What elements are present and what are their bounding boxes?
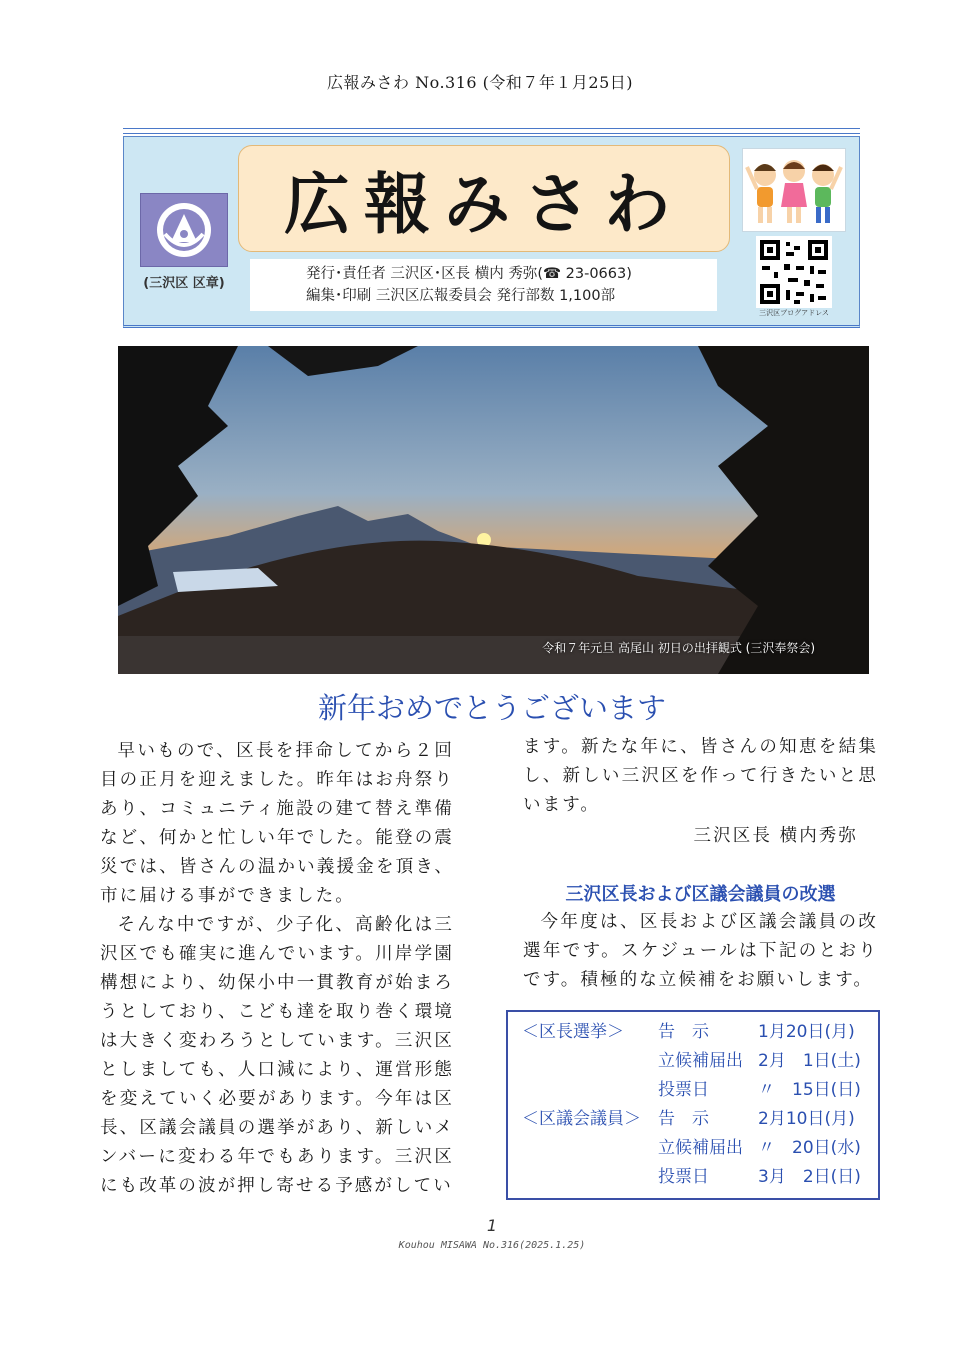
- schedule-item: 立候補届出: [658, 1051, 743, 1071]
- schedule-item: 立候補届出: [658, 1138, 743, 1158]
- publisher-line: 発行･責任者 三沢区･区長 横内 秀弥(☎ 23-0663): [306, 266, 632, 282]
- schedule-group: ＜区長選挙＞: [522, 1022, 624, 1042]
- sunrise-photo: [118, 346, 869, 674]
- election-text: 今年度は、区長および区議会議員の改選年です。スケジュールは下記のとおりです。積極的な立候補をお願いします。: [523, 912, 878, 990]
- schedule-row: [508, 1018, 878, 1046]
- schedule-item: 投票日: [658, 1080, 709, 1100]
- election-heading: 三沢区長および区議会議員の改選: [565, 884, 836, 905]
- schedule-date: 2月 1日(土): [758, 1051, 861, 1071]
- schedule-row: [508, 1134, 878, 1162]
- schedule-item: 投票日: [658, 1167, 709, 1187]
- qr-label: 三沢区ブログアドレス: [759, 309, 829, 317]
- schedule-date: 1月20日(月): [758, 1022, 855, 1042]
- election-schedule-box: [506, 1010, 880, 1200]
- district-emblem: [140, 193, 228, 267]
- schedule-row: [508, 1105, 878, 1133]
- article-right-column: [523, 733, 878, 851]
- schedule-item: 告 示: [658, 1022, 709, 1042]
- masthead-title-box: [238, 145, 730, 252]
- new-year-headline: 新年おめでとうございます: [317, 691, 666, 725]
- children-icon: [743, 149, 845, 231]
- election-text-block: [523, 908, 878, 995]
- issue-header-line: 広報みさわ No.316 (令和７年１月25日): [327, 73, 633, 92]
- schedule-group: ＜区議会議員＞: [522, 1109, 641, 1129]
- article-paragraph: 早いもので、区長を拝命してから２回目の正月を迎えました。昨年はお舟祭りあり、コミュニティ施設の建て替え準備など、何かと忙しい年でした。能登の震災では、皆さんの温かい義援金を頂き、市に届ける事ができました。: [100, 741, 454, 906]
- publication-footer: Kouhou MISAWA No.316(2025.1.25): [398, 1240, 586, 1251]
- sunrise-landscape-icon: [118, 346, 869, 674]
- editor-line: 編集･印刷 三沢区広報委員会 発行部数 1,100部: [306, 288, 616, 304]
- schedule-row: [508, 1076, 878, 1104]
- blog-qr-code[interactable]: [756, 236, 832, 308]
- masthead-title: 広報みさわ: [284, 166, 684, 243]
- publisher-info: [250, 259, 717, 311]
- schedule-date: 〃 20日(水): [758, 1138, 861, 1158]
- emblem-label: (三沢区 区章): [143, 276, 225, 291]
- page-number: 1: [486, 1216, 498, 1235]
- schedule-item: 告 示: [658, 1109, 709, 1129]
- photo-caption: 令和７年元旦 高尾山 初日の出拝観式 (三沢奉祭会): [542, 641, 815, 655]
- banner-top-rule: [123, 128, 860, 134]
- schedule-date: 3月 2日(日): [758, 1167, 861, 1187]
- schedule-row: [508, 1163, 878, 1191]
- schedule-row: [508, 1047, 878, 1075]
- article-signature: 三沢区長 横内秀弥: [693, 826, 858, 846]
- schedule-date: 〃 15日(日): [758, 1080, 861, 1100]
- emblem-icon: [141, 194, 227, 266]
- qr-code-icon: [756, 236, 832, 308]
- schedule-date: 2月10日(月): [758, 1109, 855, 1129]
- article-continuation: ます。新たな年に、皆さんの知恵を結集し、新しい三沢区を作って行きたいと思います。: [523, 737, 878, 815]
- kids-illustration: [742, 148, 846, 232]
- article-paragraph: そんな中ですが、少子化、高齢化は三沢区でも確実に進んでいます。川岸学園構想により、幼保小中一貫教育が始まろうとしており、こども達を取り巻く環境は大きく変わろうとしています。三沢区としましても、人口減により、運営形態を変えていく必要があります。今年は区長、区議会議員の選挙があり、新しいメンバーに変わる年でもあります。三沢区にも改革の波が押し寄せる予感がしてい: [100, 915, 454, 1196]
- article-left-column: [100, 737, 454, 1201]
